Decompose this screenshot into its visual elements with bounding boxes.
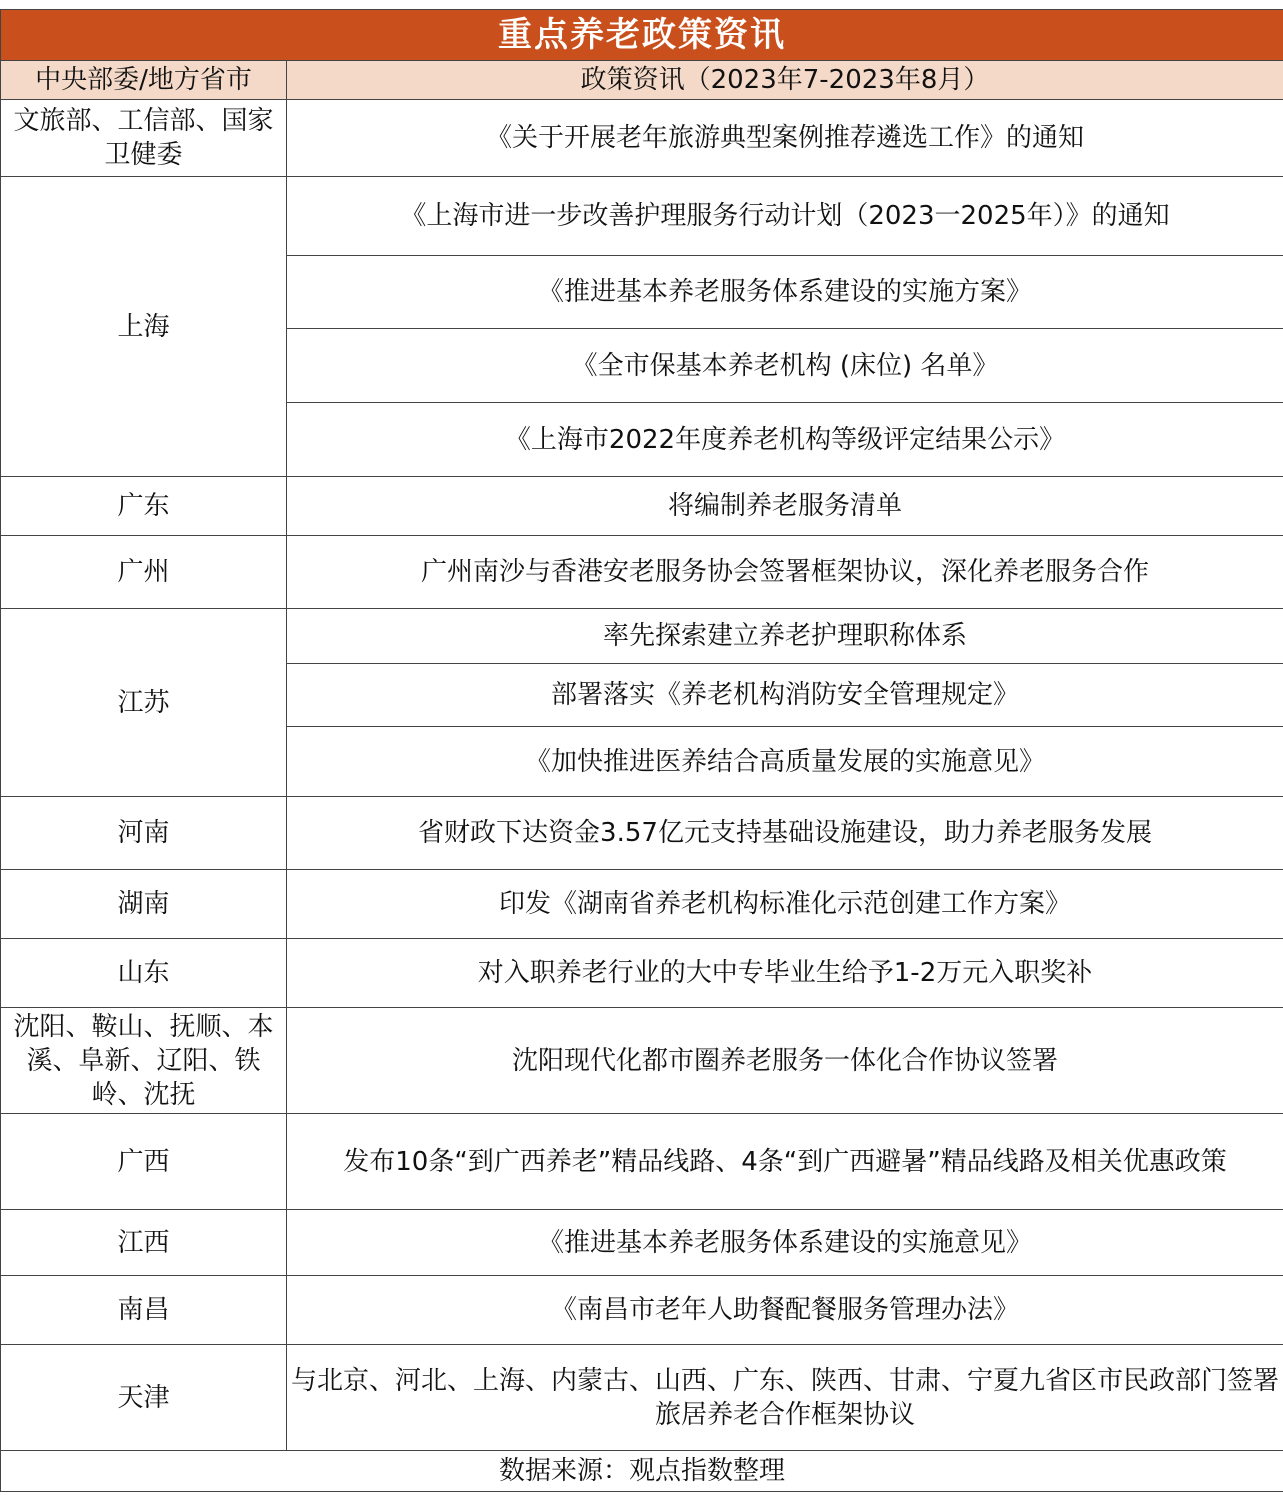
- policy-cell: 《关于开展老年旅游典型案例推荐遴选工作》的通知: [287, 100, 1283, 177]
- policy-cell: 印发《湖南省养老机构标准化示范创建工作方案》: [287, 870, 1283, 939]
- policy-cell: 沈阳现代化都市圈养老服务一体化合作协议签署: [287, 1008, 1283, 1114]
- region-cell: 广西: [1, 1114, 287, 1210]
- region-cell: 南昌: [1, 1276, 287, 1345]
- region-cell: 湖南: [1, 870, 287, 939]
- table-row: [1, 1008, 1283, 1114]
- region-cell: 江西: [1, 1210, 287, 1276]
- table-title: 重点养老政策资讯: [1, 10, 1283, 61]
- policy-cell: 《上海市2022年度养老机构等级评定结果公示》: [287, 403, 1283, 477]
- table-row: [1, 870, 1283, 939]
- policy-cell: 广州南沙与香港安老服务协会签署框架协议，深化养老服务合作: [287, 536, 1283, 609]
- region-cell: 文旅部、工信部、国家卫健委: [1, 100, 287, 177]
- policy-cell: 率先探索建立养老护理职称体系: [287, 609, 1283, 664]
- region-cell: 上海: [1, 177, 287, 477]
- policy-table: [0, 9, 1283, 1492]
- table-row: [1, 1114, 1283, 1210]
- policy-cell: 《推进基本养老服务体系建设的实施意见》: [287, 1210, 1283, 1276]
- region-cell: 广州: [1, 536, 287, 609]
- policy-cell: 对入职养老行业的大中专毕业生给予1-2万元入职奖补: [287, 939, 1283, 1008]
- policy-cell: 将编制养老服务清单: [287, 477, 1283, 536]
- region-cell: 沈阳、鞍山、抚顺、本溪、阜新、辽阳、铁岭、沈抚: [1, 1008, 287, 1114]
- region-cell: 天津: [1, 1345, 287, 1451]
- table-row: [1, 177, 1283, 256]
- table-body: [1, 10, 1283, 1451]
- table-row: [1, 797, 1283, 870]
- policy-cell: 部署落实《养老机构消防安全管理规定》: [287, 664, 1283, 727]
- column-header-region: 中央部委/地方省市: [1, 61, 287, 100]
- table-row: [1, 939, 1283, 1008]
- policy-cell: 《南昌市老年人助餐配餐服务管理办法》: [287, 1276, 1283, 1345]
- table-row: [1, 1210, 1283, 1276]
- policy-cell: 省财政下达资金3.57亿元支持基础设施建设，助力养老服务发展: [287, 797, 1283, 870]
- column-header-policy: 政策资讯（2023年7-2023年8月）: [287, 61, 1283, 100]
- policy-cell: 《加快推进医养结合高质量发展的实施意见》: [287, 727, 1283, 797]
- region-cell: 广东: [1, 477, 287, 536]
- policy-cell: 发布10条“到广西养老”精品线路、4条“到广西避暑”精品线路及相关优惠政策: [287, 1114, 1283, 1210]
- policy-cell: 《全市保基本养老机构 (床位) 名单》: [287, 329, 1283, 403]
- table-row: [1, 100, 1283, 177]
- table-row: [1, 477, 1283, 536]
- table-row: [1, 609, 1283, 664]
- table-row: [1, 1276, 1283, 1345]
- policy-cell: 《推进基本养老服务体系建设的实施方案》: [287, 256, 1283, 329]
- policy-cell: 与北京、河北、上海、内蒙古、山西、广东、陕西、甘肃、宁夏九省区市民政部门签署旅居养老合作框架协议: [287, 1345, 1283, 1451]
- region-cell: 江苏: [1, 609, 287, 797]
- region-cell: 山东: [1, 939, 287, 1008]
- table-row: [1, 536, 1283, 609]
- policy-cell: 《上海市进一步改善护理服务行动计划（2023一2025年）》的通知: [287, 177, 1283, 256]
- region-cell: 河南: [1, 797, 287, 870]
- table-row: [1, 1345, 1283, 1451]
- data-source: 数据来源：观点指数整理: [1, 1451, 1283, 1492]
